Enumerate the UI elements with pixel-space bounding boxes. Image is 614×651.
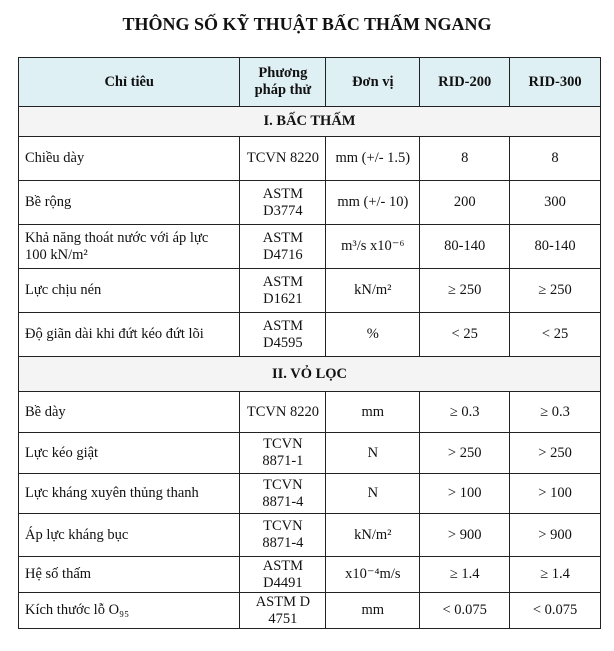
cell-rid200: > 250 bbox=[420, 433, 510, 474]
cell-method: ASTM D4716 bbox=[240, 225, 326, 269]
cell-name: Khả năng thoát nước với áp lực 100 kN/m² bbox=[19, 225, 240, 269]
cell-rid300: > 100 bbox=[510, 474, 601, 514]
cell-rid200: ≥ 1.4 bbox=[420, 557, 510, 593]
cell-rid300: 8 bbox=[510, 137, 601, 181]
cell-rid200: ≥ 250 bbox=[420, 269, 510, 313]
table-row bbox=[19, 269, 601, 313]
cell-name: Chiều dày bbox=[19, 137, 240, 181]
cell-rid300: 80-140 bbox=[510, 225, 601, 269]
cell-method: TCVN 8871-4 bbox=[240, 514, 326, 557]
header-unit: Đơn vị bbox=[326, 58, 420, 107]
cell-name: Áp lực kháng bục bbox=[19, 514, 240, 557]
cell-unit: x10⁻⁴m/s bbox=[326, 557, 420, 593]
cell-unit: mm bbox=[326, 392, 420, 433]
header-method: Phương pháp thử bbox=[240, 58, 326, 107]
header-row bbox=[19, 58, 601, 107]
cell-method: ASTM D4491 bbox=[240, 557, 326, 593]
section-title: II. VỎ LỌC bbox=[19, 357, 601, 392]
cell-rid300: ≥ 0.3 bbox=[510, 392, 601, 433]
section-title: I. BẤC THẤM bbox=[19, 107, 601, 137]
cell-method: ASTM D4595 bbox=[240, 313, 326, 357]
cell-unit: mm (+/- 1.5) bbox=[326, 137, 420, 181]
table-row bbox=[19, 514, 601, 557]
table-row bbox=[19, 433, 601, 474]
cell-name: Bề dày bbox=[19, 392, 240, 433]
table-row bbox=[19, 225, 601, 269]
cell-rid300: ≥ 250 bbox=[510, 269, 601, 313]
table-row bbox=[19, 557, 601, 593]
cell-rid200: 8 bbox=[420, 137, 510, 181]
section-row bbox=[19, 357, 601, 392]
cell-method: ASTM D1621 bbox=[240, 269, 326, 313]
cell-unit: mm bbox=[326, 593, 420, 629]
cell-name: Độ giãn dài khi đứt kéo đứt lõi bbox=[19, 313, 240, 357]
table-row bbox=[19, 181, 601, 225]
cell-unit: kN/m² bbox=[326, 514, 420, 557]
cell-rid200: 200 bbox=[420, 181, 510, 225]
cell-rid300: > 900 bbox=[510, 514, 601, 557]
cell-rid300: > 250 bbox=[510, 433, 601, 474]
cell-rid200: ≥ 0.3 bbox=[420, 392, 510, 433]
table-row bbox=[19, 474, 601, 514]
page-title: THÔNG SỐ KỸ THUẬT BẤC THẤM NGANG bbox=[122, 14, 492, 34]
cell-unit: N bbox=[326, 433, 420, 474]
header-rid300: RID-300 bbox=[510, 58, 601, 107]
cell-rid300: < 0.075 bbox=[510, 593, 601, 629]
table-row bbox=[19, 313, 601, 357]
table-row bbox=[19, 392, 601, 433]
cell-rid200: < 25 bbox=[420, 313, 510, 357]
cell-unit: kN/m² bbox=[326, 269, 420, 313]
cell-method: ASTM D3774 bbox=[240, 181, 326, 225]
section-row bbox=[19, 107, 601, 137]
cell-name: Hệ số thấm bbox=[19, 557, 240, 593]
table-row bbox=[19, 593, 601, 629]
cell-name: Bề rộng bbox=[19, 181, 240, 225]
table-row bbox=[19, 137, 601, 181]
header-rid200: RID-200 bbox=[420, 58, 510, 107]
cell-rid300: 300 bbox=[510, 181, 601, 225]
cell-rid200: 80-140 bbox=[420, 225, 510, 269]
cell-name: Lực kéo giật bbox=[19, 433, 240, 474]
cell-rid200: > 900 bbox=[420, 514, 510, 557]
cell-name: Kích thước lỗ O₉₅ bbox=[19, 593, 240, 629]
cell-unit: % bbox=[326, 313, 420, 357]
spec-table bbox=[18, 57, 601, 629]
cell-unit: mm (+/- 10) bbox=[326, 181, 420, 225]
cell-method: TCVN 8871-1 bbox=[240, 433, 326, 474]
cell-name: Lực chịu nén bbox=[19, 269, 240, 313]
cell-rid200: > 100 bbox=[420, 474, 510, 514]
header-criteria: Chỉ tiêu bbox=[19, 58, 240, 107]
cell-name: Lực kháng xuyên thủng thanh bbox=[19, 474, 240, 514]
cell-unit: m³/s x10⁻⁶ bbox=[326, 225, 420, 269]
cell-rid300: ≥ 1.4 bbox=[510, 557, 601, 593]
cell-rid200: < 0.075 bbox=[420, 593, 510, 629]
cell-rid300: < 25 bbox=[510, 313, 601, 357]
cell-method: TCVN 8871-4 bbox=[240, 474, 326, 514]
cell-method: TCVN 8220 bbox=[240, 392, 326, 433]
cell-method: ASTM D 4751 bbox=[240, 593, 326, 629]
cell-method: TCVN 8220 bbox=[240, 137, 326, 181]
cell-unit: N bbox=[326, 474, 420, 514]
